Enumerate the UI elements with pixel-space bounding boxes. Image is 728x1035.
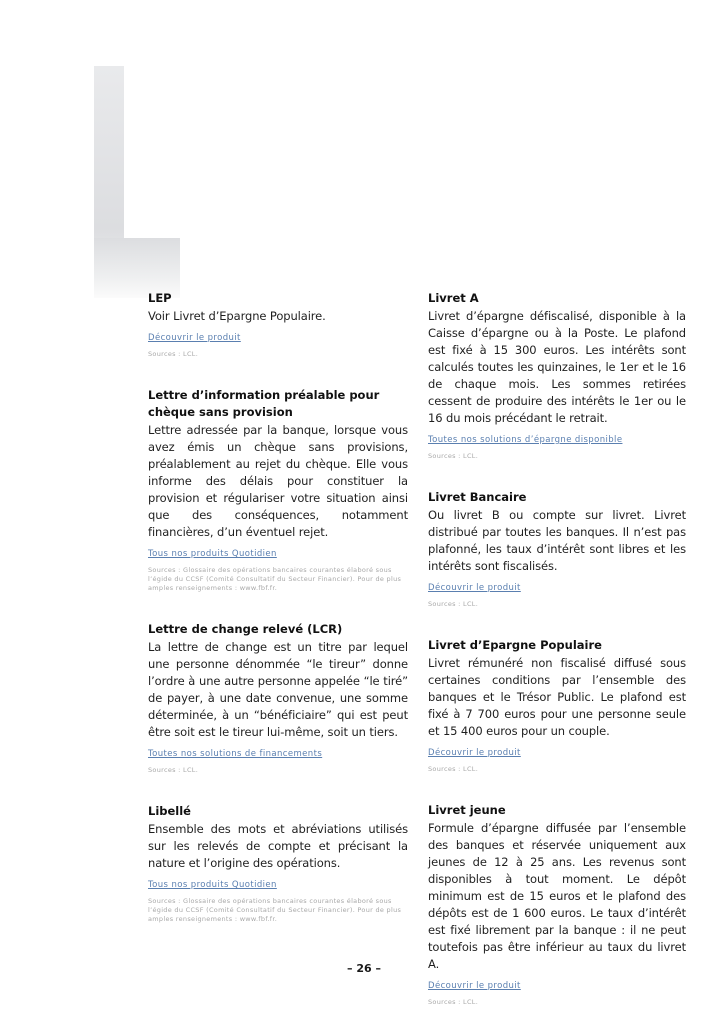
entry-source: Sources : LCL. — [428, 600, 479, 608]
entry-definition: Livret d’épargne défiscalisé, disponible à la Caisse d’épargne ou à la Poste. Le plafond est fixé à 15 300 euros. Les intérêts sont calculés toutes les quinzaines, le 1er et le 16 de chaque mois. Les sommes retirées cessent de produire des intérêts le 1er ou le 16 du mois précédant le retrait. — [428, 309, 686, 425]
right-column — [428, 290, 686, 1035]
glossary-entry-livret-bancaire — [428, 489, 686, 609]
entry-term: Lettre d’information préalable pour chèque sans provision — [148, 388, 380, 419]
glossary-entry-lep — [148, 290, 408, 359]
entry-link[interactable]: Toutes nos solutions de financements — [148, 749, 323, 759]
section-letter-l — [94, 66, 180, 298]
entry-term: Livret d’Epargne Populaire — [428, 638, 602, 652]
entry-link[interactable]: Tous nos produits Quotidien — [148, 880, 277, 890]
entry-definition: Formule d’épargne diffusée par l’ensemble des banques et réservée uniquement aux jeunes de 12 à 25 ans. Les revenus sont disponibles à tout moment. Le dépôt minimum est de 15 euros et le plafond des dépôts est de 1 600 euros. Le taux d’intérêt est fixé librement par la banque : il ne peut toutefois pas être inférieur au taux du livret A. — [428, 821, 686, 971]
glossary-entry-libelle — [148, 803, 408, 924]
entry-term: Livret Bancaire — [428, 490, 527, 504]
entry-term: Libellé — [148, 804, 191, 818]
entry-source: Sources : LCL. — [148, 766, 199, 774]
entry-link[interactable]: Tous nos produits Quotidien — [148, 549, 277, 559]
page-number: – 26 – — [347, 962, 381, 975]
entry-source: Sources : LCL. — [428, 765, 479, 773]
left-column — [148, 290, 408, 952]
entry-definition: Livret rémunéré non fiscalisé diffusé sous certaines conditions par l’ensemble des banques et le Trésor Public. Le plafond est fixé à 7 700 euros pour une personne seule et 15 400 euros pour un couple. — [428, 656, 686, 738]
entry-link[interactable]: Découvrir le produit — [148, 333, 241, 343]
entry-term: Lettre de change relevé (LCR) — [148, 622, 343, 636]
entry-link[interactable]: Découvrir le produit — [428, 583, 521, 593]
glossary-entry-livret-a — [428, 290, 686, 461]
glossary-entry-livret-jeune — [428, 802, 686, 1007]
entry-term: Livret jeune — [428, 803, 506, 817]
entry-source: Sources : Glossaire des opérations bancaires courantes élaboré sous l’égide du CCSF (Comité Consultatif du Secteur Financier). Pour de plus amples renseignements : www.fbf.fr. — [148, 566, 402, 592]
entry-definition: Voir Livret d’Epargne Populaire. — [148, 309, 326, 323]
entry-definition: Ensemble des mots et abréviations utilisés sur les relevés de compte et précisant la nature et l’origine des opérations. — [148, 822, 408, 870]
glossary-entry-livret-epargne-populaire — [428, 637, 686, 774]
entry-definition: Ou livret B ou compte sur livret. Livret distribué par toutes les banques. Il n’est pas plafonné, les taux d’intérêt sont libres et les intérêts sont fiscalisés. — [428, 508, 686, 573]
entry-source: Sources : LCL. — [148, 350, 199, 358]
entry-source: Sources : LCL. — [428, 998, 479, 1006]
entry-term: Livret A — [428, 291, 479, 305]
entry-term: LEP — [148, 291, 172, 305]
entry-link[interactable]: Toutes nos solutions d’épargne disponible — [428, 435, 623, 445]
entry-source: Sources : LCL. — [428, 452, 479, 460]
entry-link[interactable]: Découvrir le produit — [428, 981, 521, 991]
glossary-entry-lcr — [148, 621, 408, 775]
entry-definition: Lettre adressée par la banque, lorsque vous avez émis un chèque sans provisions, préalablement au rejet du chèque. Elle vous informe des délais pour constituer la provision et régulariser votre situation ainsi que des conséquences, notamment financières, d’un éventuel rejet. — [148, 423, 408, 539]
glossary-entry-lettre-information — [148, 387, 408, 593]
entry-link[interactable]: Découvrir le produit — [428, 748, 521, 758]
entry-source: Sources : Glossaire des opérations bancaires courantes élaboré sous l’égide du CCSF (Comité Consultatif du Secteur Financier). Pour de plus amples renseignements : www.fbf.fr. — [148, 897, 402, 923]
entry-definition: La lettre de change est un titre par lequel une personne dénommée “le tireur” donne l’ordre à une autre personne appelée “le tiré” de payer, à une date convenue, une somme déterminée, à un “bénéficiaire” qui est peut être soit est le tireur lui-même, soit un tiers. — [148, 640, 408, 739]
letter-foot — [94, 238, 180, 298]
